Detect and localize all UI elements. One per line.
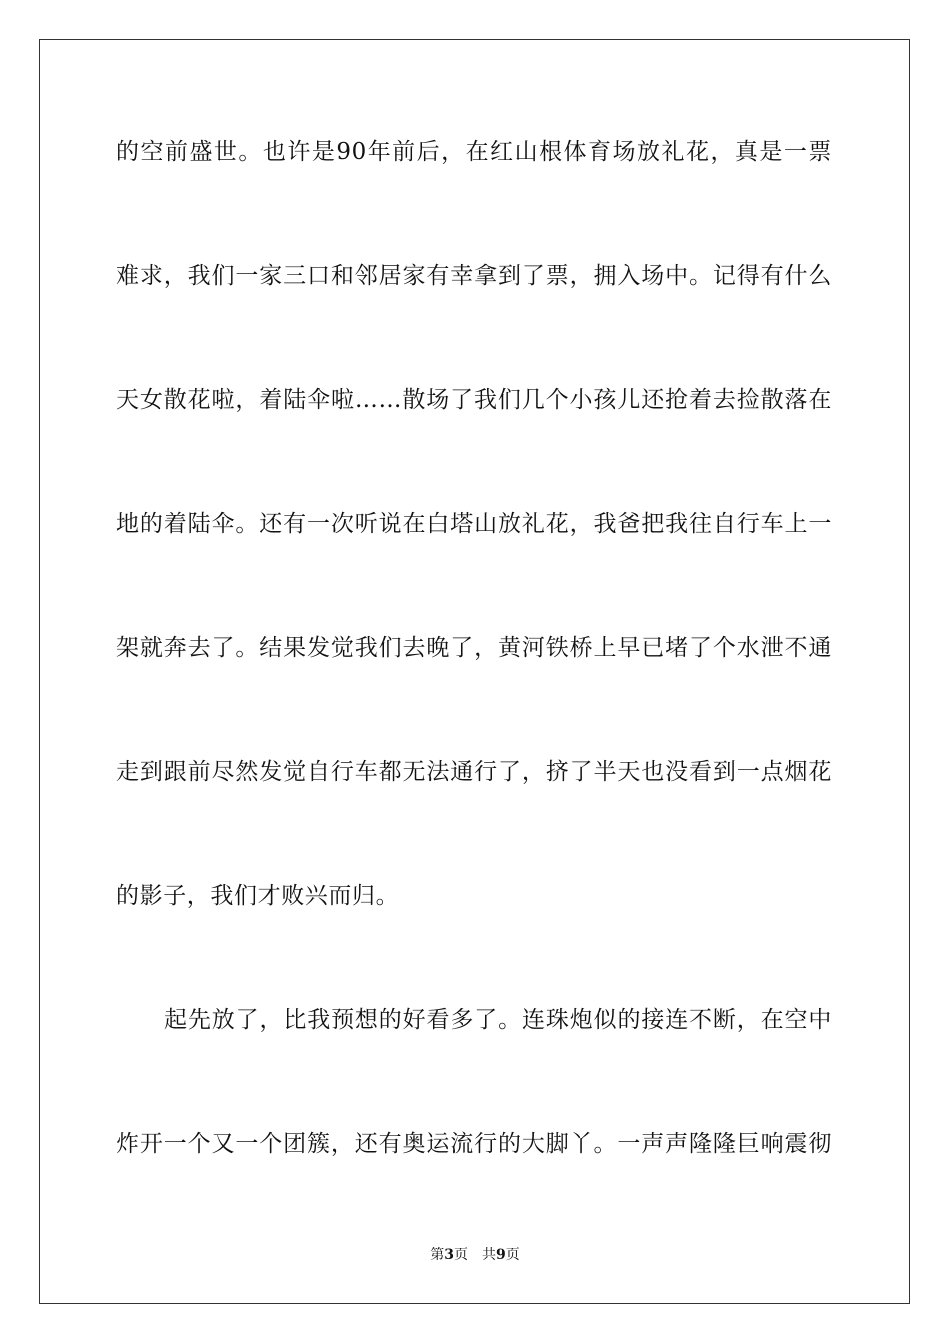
total-suffix: 页 (505, 1247, 520, 1263)
total-page-number: 9 (496, 1247, 506, 1263)
total-prefix: 共 (482, 1247, 496, 1263)
text-line-9: 炸开一个又一个团簇，还有奥运流行的大脚丫。一声声隆隆巨响震彻 (116, 1131, 832, 1157)
text-line-5: 架就奔去了。结果发觉我们去晚了，黄河铁桥上早已堵了个水泄不通 (116, 635, 832, 661)
text-line-1: 的空前盛世。也许是90年前后，在红山根体育场放礼花，真是一票 (116, 139, 832, 165)
text-line-2: 难求，我们一家三口和邻居家有幸拿到了票，拥入场中。记得有什么 (116, 263, 832, 289)
text-line-3: 天女散花啦，着陆伞啦……散场了我们几个小孩儿还抢着去捡散落在 (116, 387, 832, 413)
page-border (39, 39, 910, 1304)
text-line-6: 走到跟前尽然发觉自行车都无法通行了，挤了半天也没看到一点烟花 (116, 759, 832, 785)
page-suffix: 页 (454, 1247, 468, 1263)
text-line-8-paragraph-start: 起先放了，比我预想的好看多了。连珠炮似的接连不断，在空中 (164, 1007, 832, 1033)
page-footer (0, 1246, 950, 1264)
text-line-7: 的影子，我们才败兴而归。 (116, 883, 400, 909)
page-prefix: 第 (430, 1247, 445, 1263)
text-line-4: 地的着陆伞。还有一次听说在白塔山放礼花，我爸把我往自行车上一 (116, 511, 832, 537)
current-page-number: 3 (444, 1247, 454, 1263)
